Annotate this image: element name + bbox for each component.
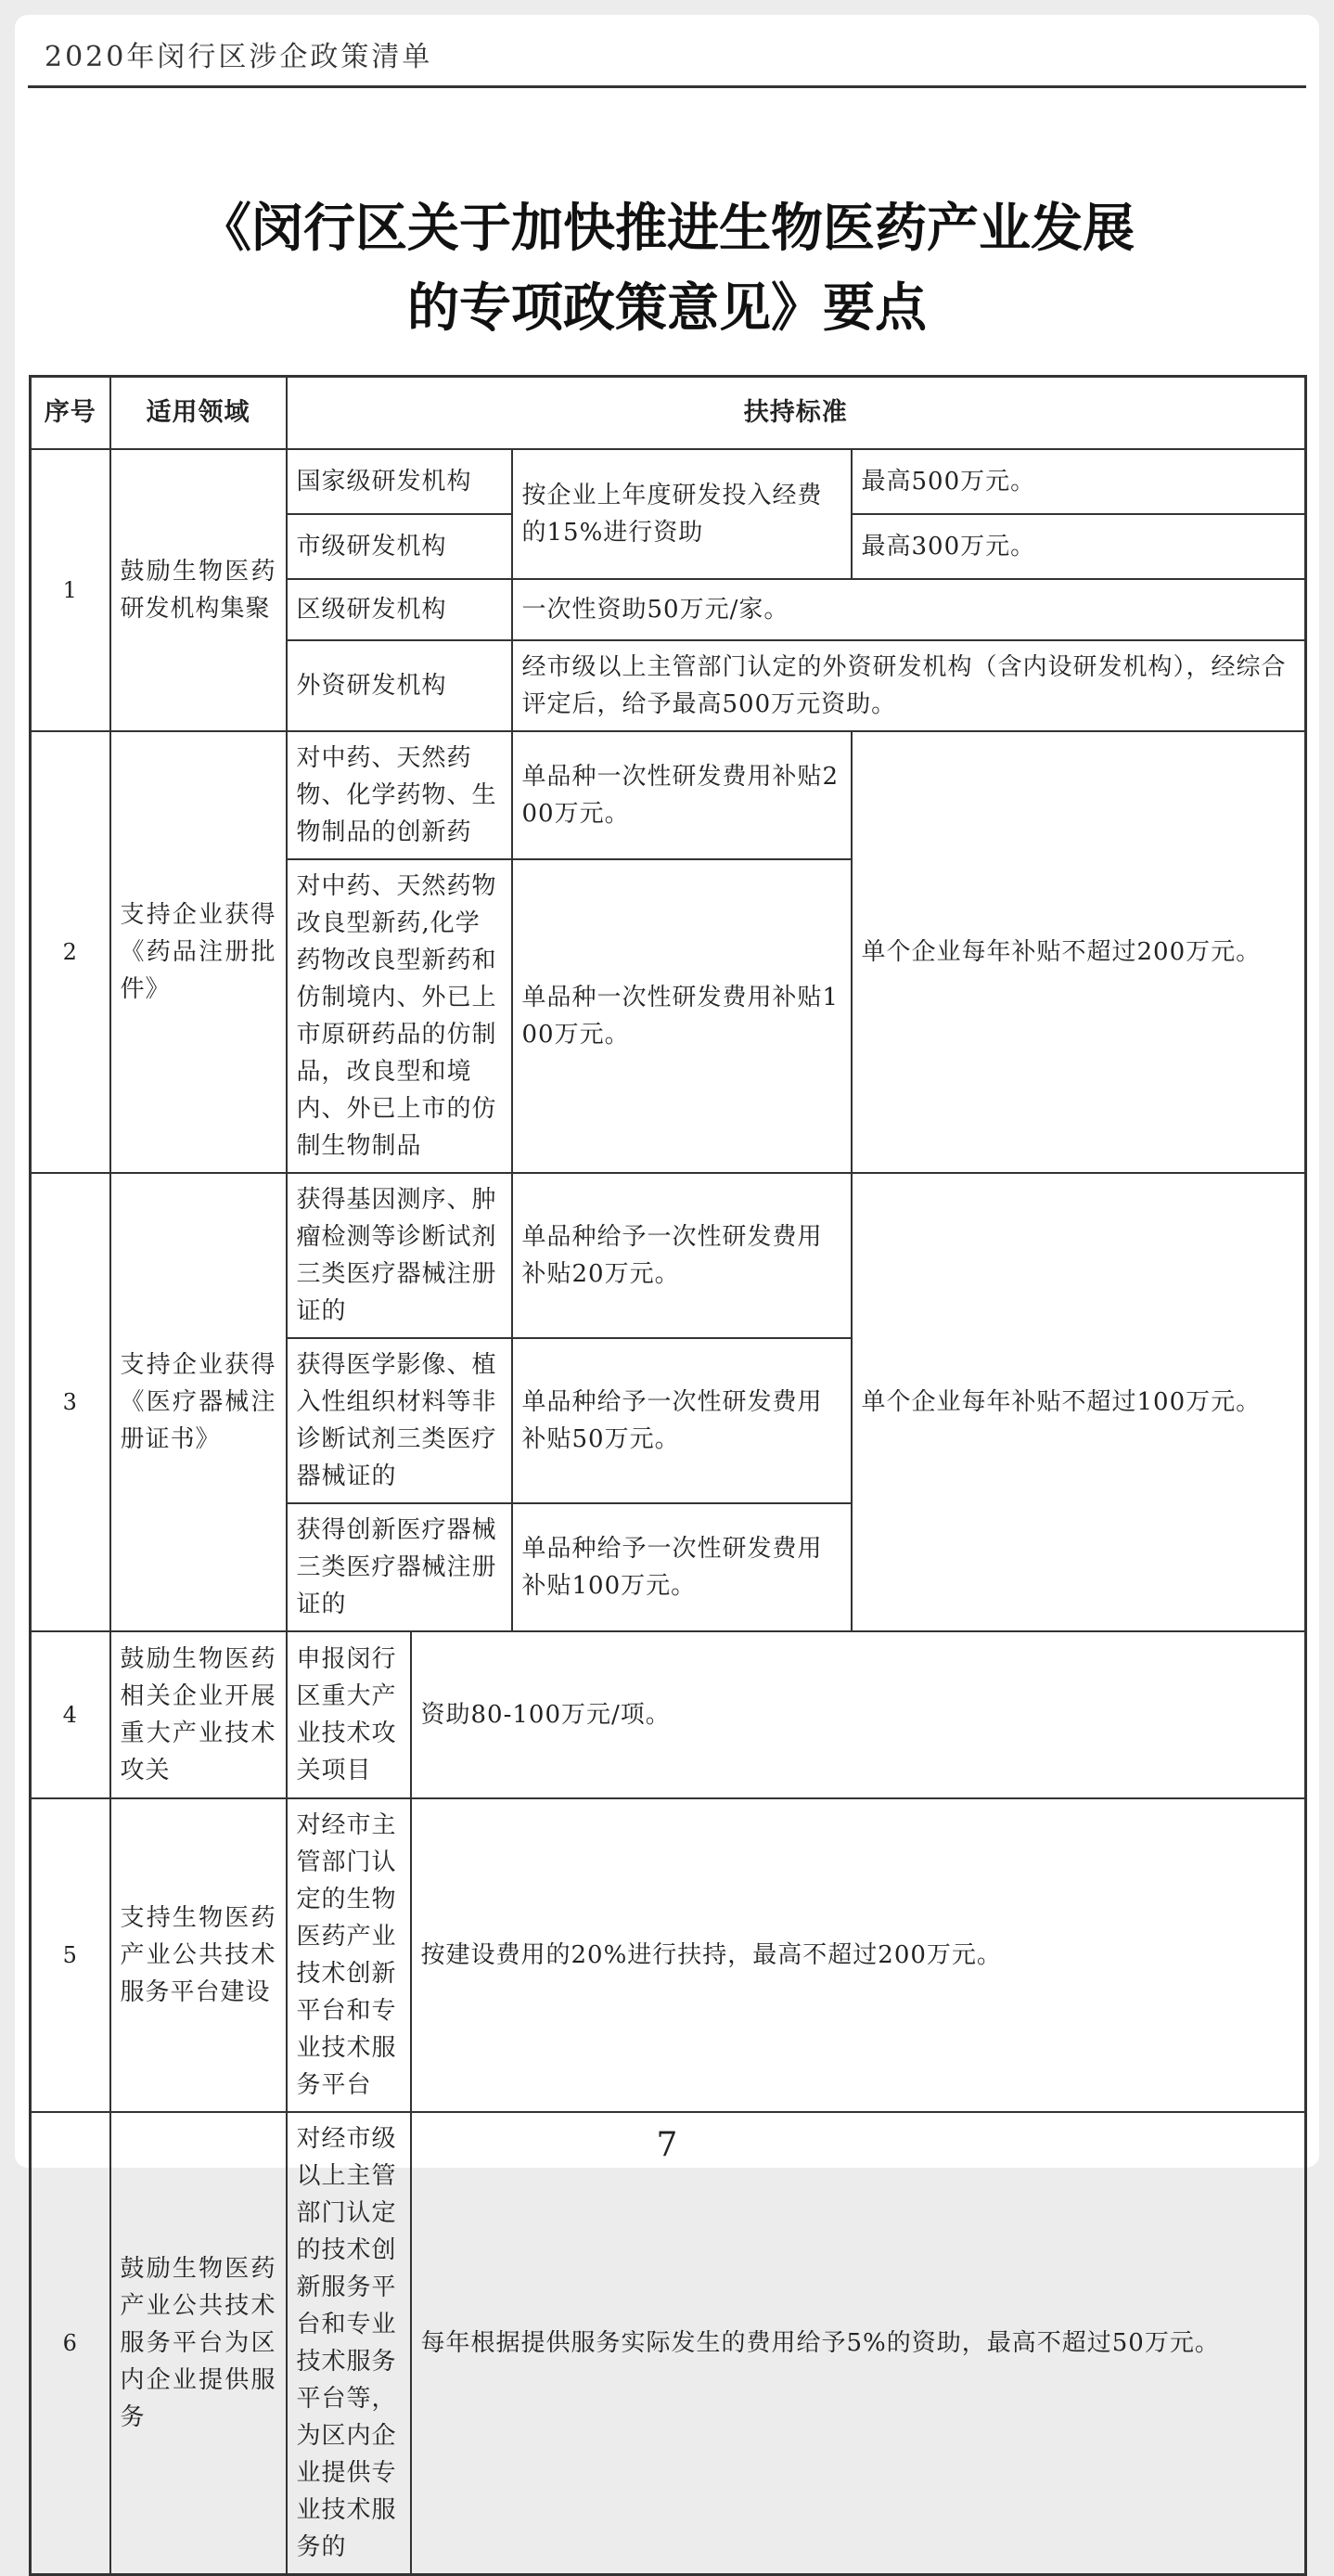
support-standard: 单品种给予一次性研发费用补贴20万元。 — [512, 1173, 852, 1338]
support-item: 获得医学影像、植入性组织材料等非诊断试剂三类医疗器械证的 — [287, 1338, 512, 1503]
document-page — [15, 15, 1319, 2561]
table-row — [31, 1798, 1306, 2112]
header-divider — [28, 85, 1306, 88]
support-standard: 经市级以上主管部门认定的外资研发机构（含内设研发机构），经综合评定后，给予最高500万元资助。 — [512, 640, 1306, 731]
applicable-area: 鼓励生物医药研发机构集聚 — [110, 449, 287, 731]
row-number: 5 — [31, 1798, 110, 2112]
table-header-row — [31, 377, 1306, 449]
applicable-area: 支持企业获得《医疗器械注册证书》 — [110, 1173, 287, 1631]
support-cap: 最高300万元。 — [852, 514, 1306, 579]
table-row — [31, 1631, 1306, 1798]
support-item: 对经市级以上主管部门认定的技术创新服务平台和专业技术服务平台等，为区内企业提供专业技术服务的 — [287, 2112, 411, 2575]
row-number: 6 — [31, 2112, 110, 2575]
applicable-area: 鼓励生物医药相关企业开展重大产业技术攻关 — [110, 1631, 287, 1798]
support-cap: 单个企业每年补贴不超过100万元。 — [852, 1173, 1306, 1631]
table-row — [31, 449, 1306, 514]
table-row — [31, 2112, 1306, 2575]
header-standard: 扶持标准 — [287, 377, 1306, 449]
support-standard: 每年根据提供服务实际发生的费用给予5%的资助，最高不超过50万元。 — [411, 2112, 1306, 2575]
applicable-area: 支持企业获得《药品注册批件》 — [110, 731, 287, 1173]
support-cap: 单个企业每年补贴不超过200万元。 — [852, 731, 1306, 1173]
table-row — [31, 731, 1306, 859]
support-item: 市级研发机构 — [287, 514, 512, 579]
support-rule: 按企业上年度研发投入经费的15%进行资助 — [512, 449, 852, 579]
support-standard: 单品种给予一次性研发费用补贴100万元。 — [512, 1503, 852, 1631]
support-item: 区级研发机构 — [287, 579, 512, 640]
support-item: 对经市主管部门认定的生物医药产业技术创新平台和专业技术服务平台 — [287, 1798, 411, 2112]
page-number: 7 — [656, 2126, 678, 2164]
title-line-1: 《闵行区关于加快推进生物医药产业发展 — [199, 199, 1135, 259]
applicable-area: 支持生物医药产业公共技术服务平台建设 — [110, 1798, 287, 2112]
support-item: 外资研发机构 — [287, 640, 512, 731]
support-item: 申报闵行区重大产业技术攻关项目 — [287, 1631, 411, 1798]
support-cap: 最高500万元。 — [852, 449, 1306, 514]
support-standard: 一次性资助50万元/家。 — [512, 579, 1306, 640]
running-head: 2020年闵行区涉企政策清单 — [45, 41, 433, 73]
row-number: 4 — [31, 1631, 110, 1798]
support-item: 获得创新医疗器械三类医疗器械注册证的 — [287, 1503, 512, 1631]
header-area: 适用领域 — [110, 377, 287, 449]
support-standard: 单品种一次性研发费用补贴100万元。 — [512, 859, 852, 1173]
title-line-2: 的专项政策意见》要点 — [407, 278, 927, 339]
support-item: 国家级研发机构 — [287, 449, 512, 514]
row-number: 2 — [31, 731, 110, 1173]
document-title — [15, 189, 1319, 349]
row-number: 3 — [31, 1173, 110, 1631]
row-number: 1 — [31, 449, 110, 731]
support-standard: 按建设费用的20%进行扶持，最高不超过200万元。 — [411, 1798, 1306, 2112]
support-item: 获得基因测序、肿瘤检测等诊断试剂三类医疗器械注册证的 — [287, 1173, 512, 1338]
support-item: 对中药、天然药物、化学药物、生物制品的创新药 — [287, 731, 512, 859]
table-row — [31, 1173, 1306, 1338]
support-standard: 单品种一次性研发费用补贴200万元。 — [512, 731, 852, 859]
support-standard: 资助80-100万元/项。 — [411, 1631, 1306, 1798]
support-standard: 单品种给予一次性研发费用补贴50万元。 — [512, 1338, 852, 1503]
header-no: 序号 — [31, 377, 110, 449]
applicable-area: 鼓励生物医药产业公共技术服务平台为区内企业提供服务 — [110, 2112, 287, 2575]
policy-table — [29, 375, 1307, 2576]
support-item: 对中药、天然药物改良型新药,化学药物改良型新药和仿制境内、外已上市原研药品的仿制品，改良型和境内、外已上市的仿制生物制品 — [287, 859, 512, 1173]
